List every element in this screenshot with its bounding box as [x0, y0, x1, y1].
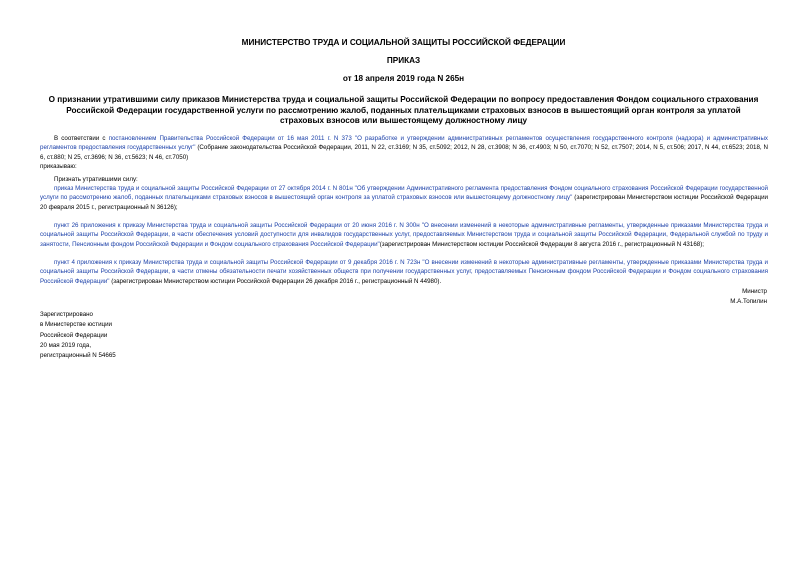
item1-rest: (зарегистрирован Министерством юстиции Российской Федерации 20 февраля 2015 г., регистрационный N 36126);	[40, 194, 768, 211]
registration-line: 20 мая 2019 года,	[40, 341, 92, 349]
document-type: ПРИКАЗ	[386, 56, 421, 65]
registration-line: Российской Федерации	[40, 331, 108, 339]
registration-line: регистрационный N 54665	[40, 352, 116, 360]
list-item	[40, 221, 768, 249]
item2-link[interactable]: пункт 26 приложения к приказу Министерства труда и социальной защиты Российской Федерации от 20 июня 2016 г. N 300н "О внесении изменений в некоторые административные регламенты, утвержденные приказами Министерства труда и социальной защиты Российской Федерации, в части обеспечения условий доступности для инвалидов государственных услуг, предоставляемых Министерством труда и социальной защиты Российской Федерации, Федеральной службой по труду и занятости, Пенсионным фондом Российской Федерации и Фондом социального страхования Российской Федерации"	[40, 222, 768, 248]
list-item	[40, 258, 768, 286]
signature-block	[730, 287, 767, 307]
item1-link[interactable]: приказ Министерства труда и социальной защиты Российской Федерации от 27 октября 2014 г. N 801н "Об утверждении Административного регламента предоставления Фондом социального страхования Российской Федерации государственной услуги по рассмотрению жалоб, поданных плательщиками страховых взносов в вышестоящий орган контроля за уплатой страховых взносов или вышестоящему должностному лицу"	[40, 185, 768, 202]
items-heading-text: Признать утратившими силу:	[54, 176, 138, 183]
document-title: О признании утратившими силу приказов Министерства труда и социальной защиты Российской Федерации по вопросу предоставления Фондом социального страхования Российской Федерации государственной услуги по рассмотрению жалоб, поданных плательщиками страховых взносов в вышестоящий орган контроля за уплатой страховых взносов или вышестоящему должностному лицу	[48, 95, 759, 125]
signature-position: Министр	[742, 288, 767, 295]
intro-suffix: (Собрание законодательства Российской Федерации, 2011, N 22, ст.3169; N 35, ст.5092; 2012, N 28, ст.3908; N 36, ст.4903; N 50, ст.7070; N 52, ст.7507; 2014, N 5, ст.506; 2017, N 44, ст.6523; 2018, N 6, ст.880; N 25, ст.3696; N 36, ст.5623; N 46, ст.7050)	[40, 144, 768, 161]
item2-rest: (зарегистрирован Министерством юстиции Российской Федерации 8 августа 2016 г., регистрационный N 43168);	[379, 240, 704, 248]
list-item	[40, 184, 768, 212]
intro-prefix: В соответствии с	[54, 135, 109, 142]
items-heading	[40, 175, 768, 184]
intro-decree-link[interactable]: постановлением Правительства Российской Федерации от 16 мая 2011 г. N 373 "О разработке и утверждении административных регламентов осуществления государственного контроля (надзора) и административных регламентов предоставления государственных услуг"	[40, 135, 769, 152]
registration-block	[40, 310, 116, 361]
intro-paragraph	[40, 134, 768, 171]
registration-line: в Министерстве юстиции	[40, 321, 113, 329]
ministry-name: МИНИСТЕРСТВО ТРУДА И СОЦИАЛЬНОЙ ЗАЩИТЫ РОССИЙСКОЙ ФЕДЕРАЦИИ	[241, 38, 566, 47]
intro-closing: приказываю:	[40, 162, 77, 170]
signature-name: М.А.Топилин	[730, 298, 767, 305]
registration-line: Зарегистрировано	[40, 311, 93, 318]
item3-rest: (зарегистрирован Министерством юстиции Российской Федерации 26 декабря 2016 г., регистрационный N 44980).	[109, 277, 442, 285]
document-date-number: от 18 апреля 2019 года N 265н	[342, 74, 465, 83]
item3-link[interactable]: пункт 4 приложения к приказу Министерства труда и социальной защиты Российской Федерации от 9 декабря 2016 г. N 723н "О внесении изменений в некоторые административные регламенты, утвержденные приказами Министерства труда и социальной защиты Российской Федерации, в части отмены обязательности печати хозяйственных обществ при получении государственных услуг, предоставляемых Пенсионным фондом Российской Федерации и Фондом социального страхования Российской Федерации"	[40, 259, 768, 285]
